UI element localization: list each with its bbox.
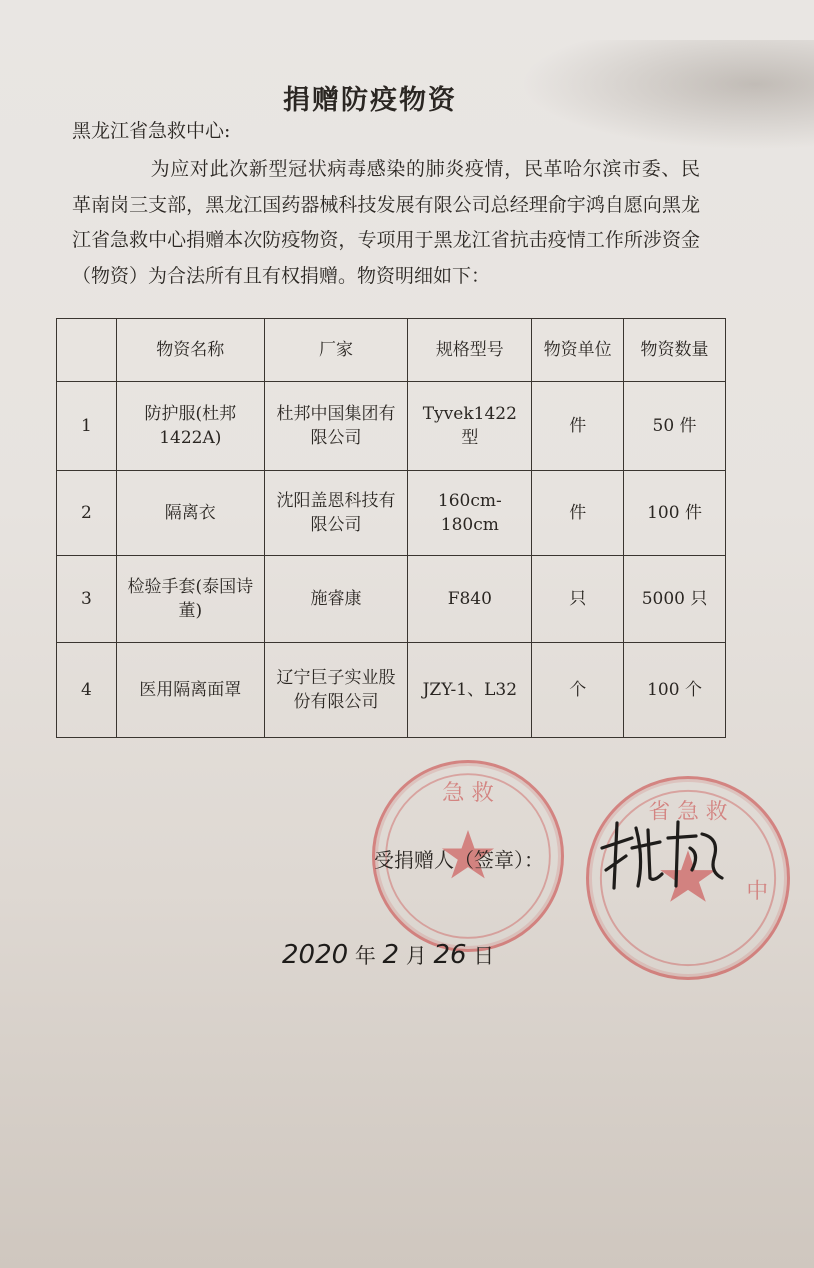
header-cell-unit: 物资单位 — [532, 319, 624, 382]
cell-index: 4 — [57, 643, 117, 738]
svg-text:中: 中 — [746, 878, 769, 904]
cell-name: 防护服(杜邦1422A) — [116, 382, 264, 471]
date-year-unit: 年 — [354, 944, 376, 968]
header-cell-quantity: 物资数量 — [624, 319, 726, 382]
date-day-unit: 日 — [473, 944, 495, 968]
table-row — [57, 471, 726, 556]
cell-manufacturer: 沈阳盖恩科技有限公司 — [264, 471, 408, 556]
cell-spec: 160cm-180cm — [408, 471, 532, 556]
cell-spec: Tyvek1422 型 — [408, 382, 532, 471]
cell-spec: JZY-1、L32 — [408, 643, 532, 738]
date-year: 2020 — [282, 940, 349, 970]
header-cell-spec: 规格型号 — [408, 319, 532, 382]
cell-index: 1 — [57, 382, 117, 471]
cell-quantity: 100 件 — [624, 471, 726, 556]
handwritten-signature — [592, 808, 732, 898]
date-line — [282, 940, 494, 970]
cell-manufacturer: 杜邦中国集团有限公司 — [264, 382, 408, 471]
date-month: 2 — [382, 940, 400, 970]
header-cell-manufacturer: 厂家 — [264, 319, 408, 382]
cell-manufacturer: 施睿康 — [264, 556, 408, 643]
document-title: 捐赠防疫物资 — [283, 85, 457, 116]
cell-unit: 个 — [532, 643, 624, 738]
date-month-unit: 月 — [405, 944, 427, 968]
table-row — [57, 643, 726, 738]
signature-label: 受捐赠人（签章）： — [374, 848, 544, 872]
cell-quantity: 50 件 — [624, 382, 726, 471]
recipient-line: 黑龙江省急救中心: — [72, 120, 231, 142]
table-header-row — [57, 319, 726, 382]
table-row — [57, 556, 726, 643]
cell-unit: 件 — [532, 382, 624, 471]
header-cell-name: 物资名称 — [116, 319, 264, 382]
cell-name: 检验手套(泰国诗董) — [116, 556, 264, 643]
cell-spec: F840 — [408, 556, 532, 643]
body-paragraph — [72, 152, 700, 294]
cell-index: 2 — [57, 471, 117, 556]
cell-manufacturer: 辽宁巨子实业股份有限公司 — [264, 643, 408, 738]
table-row — [57, 382, 726, 471]
cell-unit: 只 — [532, 556, 624, 643]
cell-quantity: 100 个 — [624, 643, 726, 738]
cell-index: 3 — [57, 556, 117, 643]
date-day: 26 — [433, 940, 467, 970]
svg-text:急 救: 急 救 — [442, 780, 494, 807]
materials-table — [56, 318, 726, 738]
header-cell-index — [57, 319, 117, 382]
cell-name: 医用隔离面罩 — [116, 643, 264, 738]
cell-quantity: 5000 只 — [624, 556, 726, 643]
cell-name: 隔离衣 — [116, 471, 264, 556]
svg-text:省 急 救: 省 急 救 — [648, 799, 728, 825]
body-text: 为应对此次新型冠状病毒感染的肺炎疫情，民革哈尔滨市委、民革南岗三支部，黑龙江国药器械科技发展有限公司总经理俞宇鸿自愿向黑龙江省急救中心捐赠本次防疫物资，专项用于黑龙江省抗击疫情工作所涉资金（物资）为合法所有且有权捐赠。物资明细如下： — [72, 158, 700, 287]
cell-unit: 件 — [532, 471, 624, 556]
